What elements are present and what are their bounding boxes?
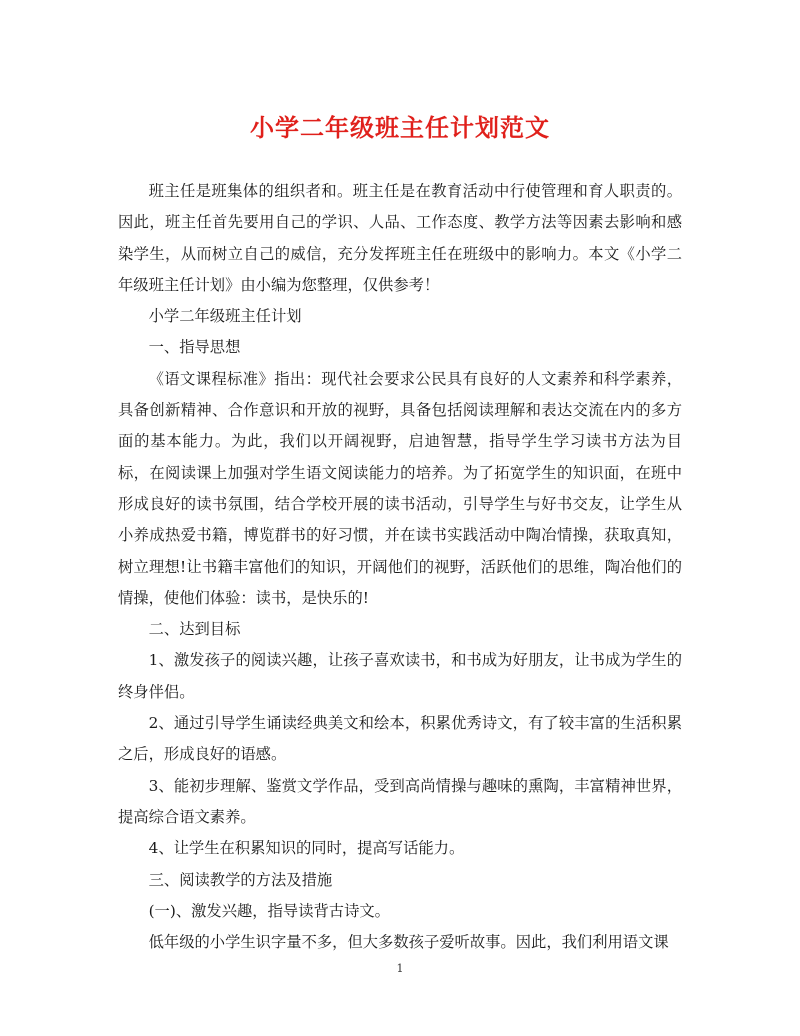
method-paragraph-1: 低年级的小学生识字量不多，但大多数孩子爱听故事。因此，我们利用语文课 xyxy=(148,933,669,952)
page-number: 1 xyxy=(396,962,404,975)
goal-item-2: 2、通过引导学生诵读经典美文和绘本，积累优秀诗文，有了较丰富的生活积累之后，形成良好的语感。 xyxy=(118,714,682,764)
method-subheading-1: (一)、激发兴趣，指导读背古诗文。 xyxy=(148,901,390,920)
goal-item-1: 1、激发孩子的阅读兴趣，让孩子喜欢读书，和书成为好朋友，让书成为学生的终身伴侣。 xyxy=(118,651,682,701)
document-body xyxy=(118,176,682,958)
goal-item-3: 3、能初步理解、鉴赏文学作品，受到高尚情操与趣味的熏陶，丰富精神世界，提高综合语文素养。 xyxy=(118,776,682,826)
goal-item-4: 4、让学生在积累知识的同时，提高写话能力。 xyxy=(148,839,465,858)
intro-paragraph: 班主任是班集体的组织者和。班主任是在教育活动中行使管理和育人职责的。因此，班主任首先要用自己的学识、人品、工作态度、教学方法等因素去影响和感染学生，从而树立自己的威信，充分发挥班主任在班级中的影响力。本文《小学二年级班主任计划》由小编为您整理，仅供参考！ xyxy=(118,182,682,294)
section-heading-guiding-thought: 一、指导思想 xyxy=(148,338,241,357)
section-heading-goals: 二、达到目标 xyxy=(148,620,241,639)
guiding-thought-paragraph: 《语文课程标准》指出：现代社会要求公民具有良好的人文素养和科学素养，具备创新精神、合作意识和开放的视野，具备包括阅读理解和表达交流在内的多方面的基本能力。为此，我们以开阔视野，启迪智慧，指导学生学习读书方法为目标，在阅读课上加强对学生语文阅读能力的培养。为了拓宽学生的知识面，在班中形成良好的读书氛围，结合学校开展的读书活动，引导学生与好书交友，让学生从小养成热爱书籍，博览群书的好习惯，并在读书实践活动中陶冶情操，获取真知，树立理想!让书籍丰富他们的知识，开阔他们的视野，活跃他们的思维，陶冶他们的情操，使他们体验：读书，是快乐的! xyxy=(118,369,682,607)
section-heading-methods: 三、阅读教学的方法及措施 xyxy=(148,870,333,889)
document-title: 小学二年级班主任计划范文 xyxy=(250,113,550,142)
subtitle-paragraph: 小学二年级班主任计划 xyxy=(148,307,302,326)
